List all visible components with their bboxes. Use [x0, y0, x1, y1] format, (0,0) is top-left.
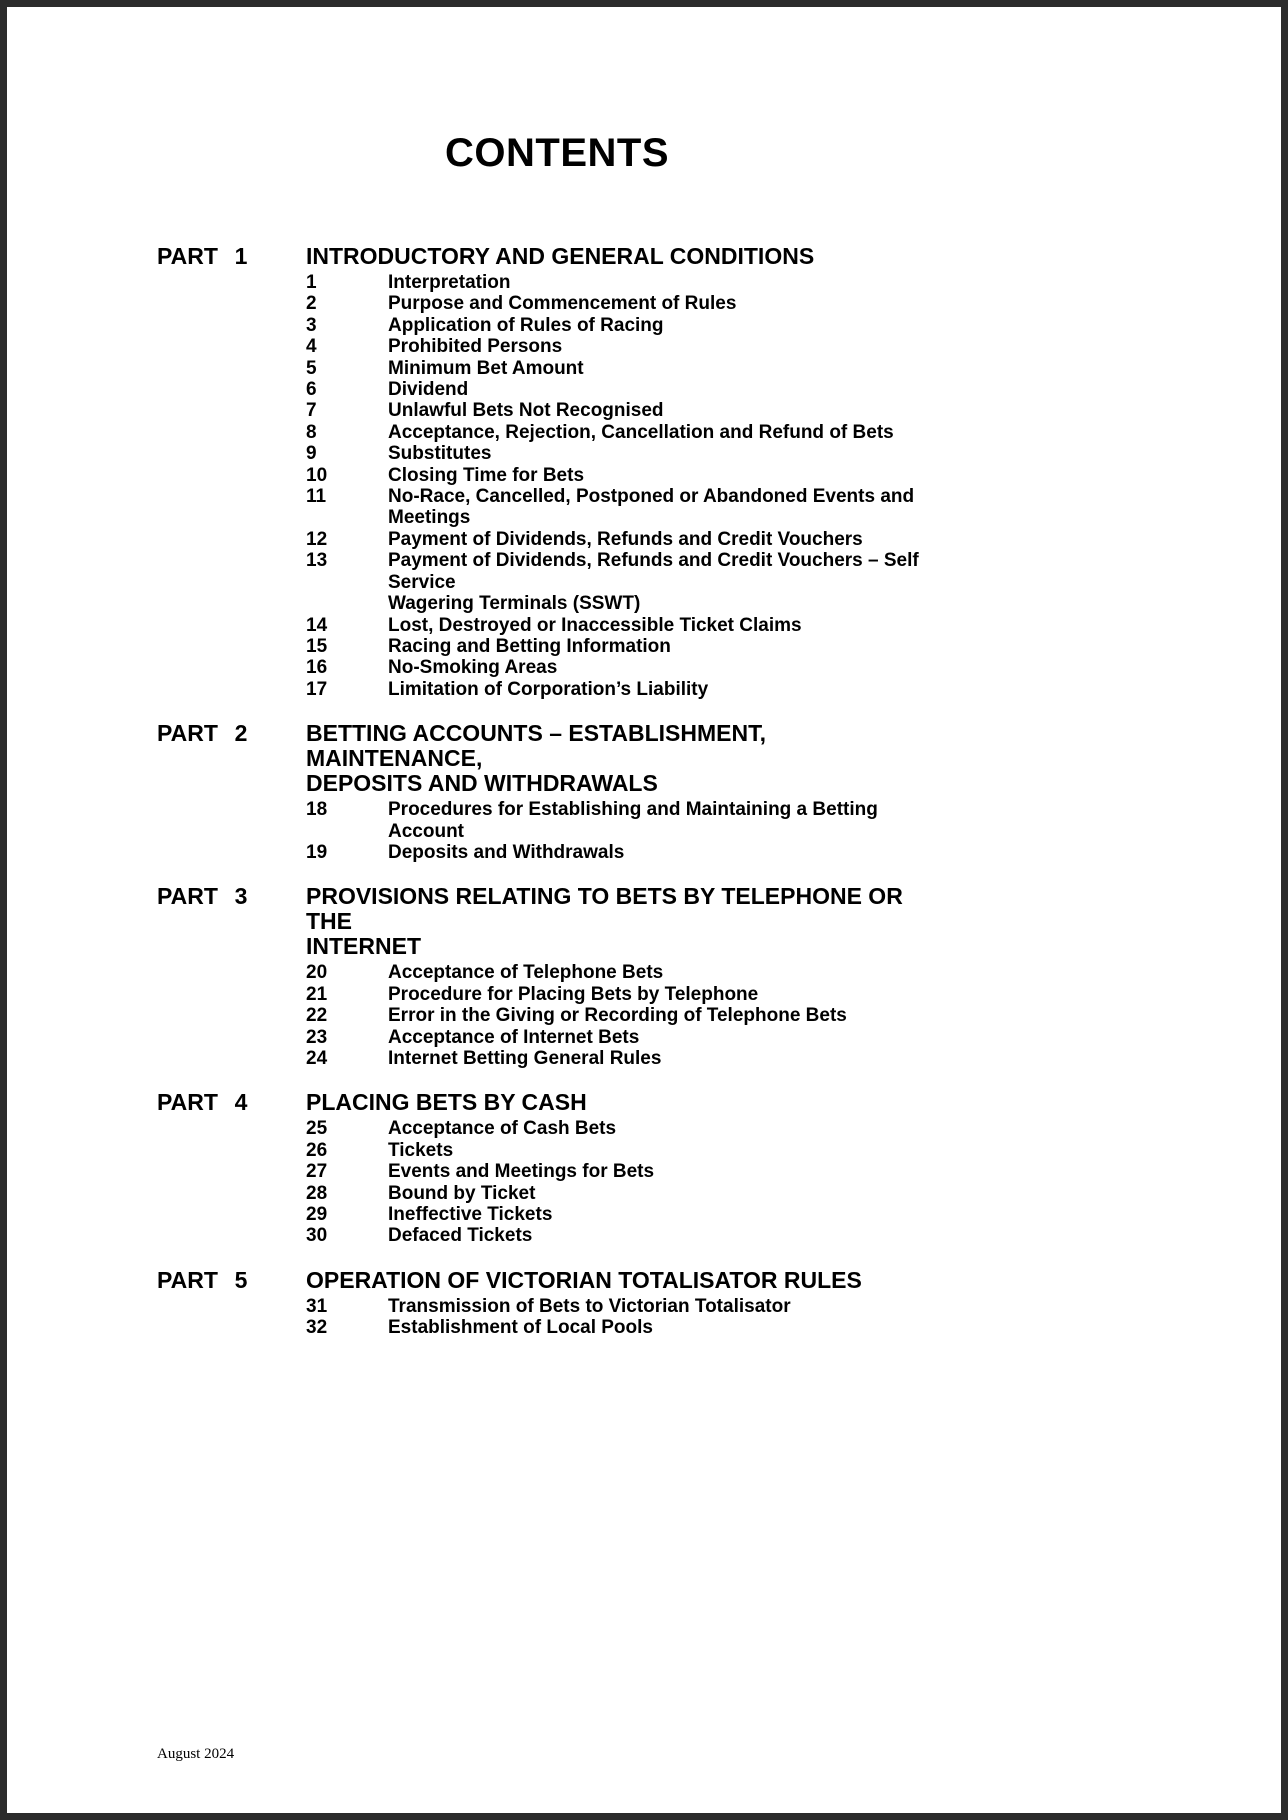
toc-part — [157, 884, 957, 1069]
toc-item — [306, 636, 957, 657]
item-number: 19 — [306, 841, 328, 863]
item-title-line1: No-Smoking Areas — [388, 657, 558, 679]
item-title — [388, 679, 957, 700]
toc-item — [306, 315, 957, 336]
toc-item — [306, 1005, 957, 1026]
toc-item — [306, 443, 957, 464]
part-items — [306, 272, 957, 700]
item-number: 15 — [306, 635, 328, 657]
toc-item — [306, 358, 957, 379]
page-title: CONTENTS — [445, 131, 669, 175]
item-title-line2: Wagering Terminals (SSWT) — [388, 593, 641, 615]
toc-item — [306, 336, 957, 357]
item-title — [388, 443, 957, 464]
toc-item — [306, 1118, 957, 1139]
part-heading — [306, 884, 946, 959]
item-title-line1: Interpretation — [388, 272, 511, 293]
toc-item — [306, 465, 957, 486]
part-heading — [306, 721, 946, 796]
item-title — [388, 1225, 957, 1246]
item-number: 10 — [306, 464, 328, 486]
item-number: 17 — [306, 678, 328, 700]
part-heading-row — [157, 1090, 957, 1115]
item-title — [388, 1048, 957, 1069]
item-title-line1: Bound by Ticket — [388, 1182, 536, 1204]
item-number: 9 — [306, 443, 317, 465]
item-title — [388, 293, 957, 314]
item-title-line1: Ineffective Tickets — [388, 1204, 553, 1225]
item-title-line1: Tickets — [388, 1139, 454, 1161]
toc-item — [306, 679, 957, 700]
item-title-line1: Procedures for Establishing and Maintaining a Betting Account — [388, 799, 878, 842]
item-title — [388, 984, 957, 1005]
item-title-line1: Closing Time for Bets — [388, 464, 585, 486]
item-title-line1: Acceptance of Cash Bets — [388, 1118, 617, 1140]
part-label: PART 5 — [157, 1266, 248, 1293]
part-label: PART 2 — [157, 720, 248, 747]
part-heading — [306, 1268, 946, 1293]
item-title — [388, 615, 957, 636]
toc-item — [306, 529, 957, 550]
item-title-line1: Lost, Destroyed or Inaccessible Ticket Claims — [388, 614, 802, 636]
item-title-line1: Internet Betting General Rules — [388, 1047, 662, 1069]
toc-item — [306, 400, 957, 421]
part-heading — [306, 1090, 946, 1115]
toc-item — [306, 550, 957, 614]
item-number: 5 — [306, 357, 317, 379]
part-label: PART 1 — [157, 243, 248, 269]
item-title-line1: Prohibited Persons — [388, 336, 563, 358]
part-heading-row — [157, 1268, 957, 1293]
toc-item — [306, 842, 957, 863]
item-title-line1: Racing and Betting Information — [388, 635, 671, 657]
toc-part — [157, 1090, 957, 1246]
toc-item — [306, 1183, 957, 1204]
item-number: 4 — [306, 336, 317, 358]
item-number: 3 — [306, 314, 317, 336]
item-number: 14 — [306, 614, 328, 636]
item-number: 16 — [306, 657, 328, 679]
item-title-line1: Minimum Bet Amount — [388, 357, 584, 379]
footer-date: August 2024 — [157, 1746, 235, 1762]
item-number: 18 — [306, 799, 328, 821]
part-heading-row — [157, 884, 957, 959]
item-title — [388, 1005, 957, 1026]
item-number: 8 — [306, 421, 317, 443]
item-title — [388, 1296, 957, 1317]
item-title — [388, 842, 957, 863]
item-title-line1: Transmission of Bets to Victorian Totalisator — [388, 1295, 791, 1317]
item-title-line1: Substitutes — [388, 443, 492, 465]
toc-item — [306, 1225, 957, 1246]
toc-part — [157, 721, 957, 863]
item-title — [388, 1118, 957, 1139]
item-number: 27 — [306, 1161, 328, 1183]
item-number: 25 — [306, 1118, 328, 1140]
toc-item — [306, 799, 957, 842]
toc-part — [157, 244, 957, 700]
item-number: 1 — [306, 272, 317, 293]
item-title — [388, 1204, 957, 1225]
toc-item — [306, 962, 957, 983]
item-number: 32 — [306, 1317, 328, 1339]
part-heading-line1: BETTING ACCOUNTS – ESTABLISHMENT, MAINTENANCE, — [306, 720, 767, 772]
item-number: 26 — [306, 1139, 328, 1161]
toc-part — [157, 1268, 957, 1339]
item-title-line1: Procedure for Placing Bets by Telephone — [388, 983, 759, 1005]
toc-item — [306, 1161, 957, 1182]
part-heading-line2: DEPOSITS AND WITHDRAWALS — [306, 770, 658, 797]
part-heading-line1: PROVISIONS RELATING TO BETS BY TELEPHONE OR THE — [306, 883, 903, 935]
item-title — [388, 486, 957, 529]
toc-item — [306, 1317, 957, 1338]
part-heading-row — [157, 244, 957, 269]
item-title-line1: Acceptance, Rejection, Cancellation and Refund of Bets — [388, 421, 894, 443]
toc-item — [306, 486, 957, 529]
toc-item — [306, 422, 957, 443]
item-title — [388, 315, 957, 336]
item-title — [388, 1161, 957, 1182]
item-number: 2 — [306, 293, 317, 315]
item-title — [388, 657, 957, 678]
item-number: 24 — [306, 1047, 328, 1069]
item-title — [388, 336, 957, 357]
part-label: PART 3 — [157, 883, 248, 910]
item-title — [388, 1183, 957, 1204]
item-title — [388, 272, 957, 293]
item-number: 31 — [306, 1295, 328, 1317]
item-title-line1: No-Race, Cancelled, Postponed or Abandoned Events and Meetings — [388, 486, 915, 529]
item-number: 6 — [306, 379, 317, 401]
part-items — [306, 962, 957, 1069]
toc-item — [306, 657, 957, 678]
toc-item — [306, 1027, 957, 1048]
item-number: 28 — [306, 1182, 328, 1204]
item-title — [388, 422, 957, 443]
part-items — [306, 1118, 957, 1246]
item-title-line1: Defaced Tickets — [388, 1225, 533, 1247]
item-title-line1: Purpose and Commencement of Rules — [388, 293, 737, 315]
item-title — [388, 1027, 957, 1048]
toc-item — [306, 1296, 957, 1317]
item-title — [388, 636, 957, 657]
item-title-line1: Acceptance of Telephone Bets — [388, 962, 664, 984]
toc-item — [306, 272, 957, 293]
item-title-line1: Payment of Dividends, Refunds and Credit Vouchers – Self Service — [388, 550, 919, 593]
part-heading-line1: PLACING BETS BY CASH — [306, 1089, 587, 1116]
item-number: 11 — [306, 486, 327, 508]
item-title-line1: Events and Meetings for Bets — [388, 1161, 655, 1183]
toc-item — [306, 293, 957, 314]
item-title-line1: Payment of Dividends, Refunds and Credit Vouchers — [388, 528, 863, 550]
item-title — [388, 1317, 957, 1338]
item-number: 13 — [306, 550, 328, 572]
item-number: 7 — [306, 400, 317, 422]
item-number: 29 — [306, 1204, 328, 1225]
item-title-line1: Acceptance of Internet Bets — [388, 1026, 640, 1048]
item-title-line1: Unlawful Bets Not Recognised — [388, 400, 664, 422]
table-of-contents — [157, 244, 957, 1339]
item-title-line1: Error in the Giving or Recording of Telephone Bets — [388, 1005, 847, 1027]
part-heading-row — [157, 721, 957, 796]
part-label: PART 4 — [157, 1089, 248, 1116]
item-number: 23 — [306, 1026, 328, 1048]
item-title — [388, 465, 957, 486]
item-title-line1: Application of Rules of Racing — [388, 314, 664, 336]
item-title-line1: Establishment of Local Pools — [388, 1317, 653, 1339]
part-heading-line1: OPERATION OF VICTORIAN TOTALISATOR RULES — [306, 1266, 862, 1293]
toc-item — [306, 379, 957, 400]
item-title — [388, 1140, 957, 1161]
item-title — [388, 962, 957, 983]
contents-page-body — [157, 131, 957, 1339]
toc-item — [306, 1204, 957, 1225]
toc-item — [306, 1048, 957, 1069]
item-title — [388, 550, 957, 614]
item-title — [388, 799, 957, 842]
toc-item — [306, 984, 957, 1005]
toc-item — [306, 1140, 957, 1161]
item-title-line1: Deposits and Withdrawals — [388, 841, 625, 863]
item-title — [388, 529, 957, 550]
item-number: 22 — [306, 1005, 328, 1027]
item-title-line1: Limitation of Corporation’s Liability — [388, 678, 709, 700]
part-items — [306, 799, 957, 863]
part-heading-line1: INTRODUCTORY AND GENERAL CONDITIONS — [306, 243, 815, 269]
toc-item — [306, 615, 957, 636]
item-number: 12 — [306, 528, 328, 550]
item-title — [388, 379, 957, 400]
item-number: 30 — [306, 1225, 328, 1247]
item-title — [388, 358, 957, 379]
part-heading — [306, 244, 946, 269]
item-title — [388, 400, 957, 421]
item-title-line1: Dividend — [388, 379, 469, 401]
item-number: 20 — [306, 962, 328, 984]
part-items — [306, 1296, 957, 1339]
part-heading-line2: INTERNET — [306, 933, 421, 960]
item-number: 21 — [306, 983, 328, 1005]
